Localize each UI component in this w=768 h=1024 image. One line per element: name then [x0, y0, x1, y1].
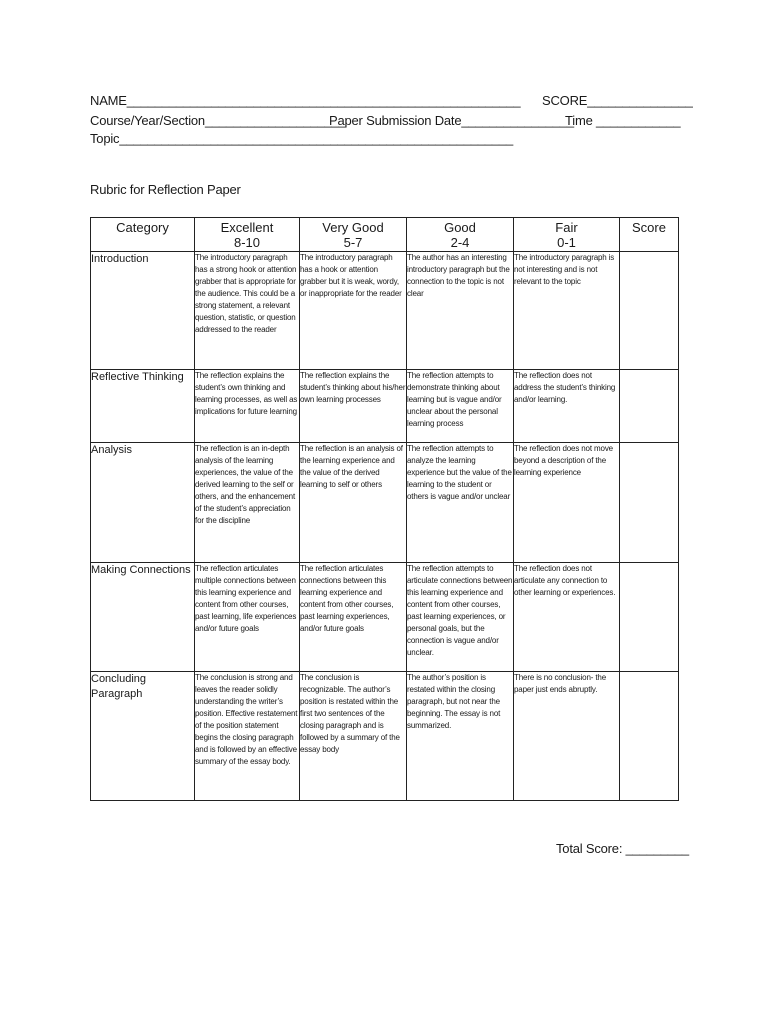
rubric-title: Rubric for Reflection Paper [90, 182, 241, 197]
column-header-label: Fair [555, 220, 578, 235]
column-header-points: 0-1 [557, 235, 576, 250]
very-good-cell: The reflection explains the student’s thinking about his/her own learning processes [300, 370, 407, 443]
category-cell: Reflective Thinking [91, 370, 195, 443]
score-cell[interactable] [620, 443, 679, 563]
column-header-good [407, 218, 514, 252]
category-cell: Concluding Paragraph [91, 672, 195, 801]
category-cell: Analysis [91, 443, 195, 563]
very-good-cell: The conclusion is recognizable. The author’s position is restated within the first two sentences of the closing paragraph and is followed by a summary of the essay body [300, 672, 407, 801]
very-good-cell: The reflection articulates connections between this learning experience and content from other courses, past learning experiences, and/or future goals [300, 563, 407, 672]
table-header-row [91, 218, 679, 252]
topic-field-line: Topic________________________________________________________ [90, 131, 514, 146]
good-cell: The reflection attempts to articulate connections between this learning experience and content from other courses, past learning experiences, or personal goals, but the connection is vague and/or unclear. [407, 563, 514, 672]
score-cell[interactable] [620, 563, 679, 672]
course-year-section-field-line: Course/Year/Section____________________ [90, 113, 346, 128]
table-row-introduction [91, 252, 679, 370]
name-field-line: NAME________________________________________________________ [90, 93, 521, 108]
excellent-cell: The reflection is an in-depth analysis of the learning experiences, the value of the derived learning to the self or others, and the enhancement of the student’s appreciation for the discipline [195, 443, 300, 563]
excellent-cell: The introductory paragraph has a strong hook or attention grabber that is appropriate for the audience. This could be a strong statement, a relevant question, statistic, or question addressed to the reader [195, 252, 300, 370]
good-cell: The reflection attempts to analyze the learning experience but the value of the learning to the student or others is vague and/or unclear [407, 443, 514, 563]
fair-cell: The reflection does not articulate any connection to other learning or experiences. [514, 563, 620, 672]
column-header-very-good [300, 218, 407, 252]
column-header-label: Excellent [220, 220, 274, 235]
column-header-label: Good [444, 220, 476, 235]
fair-cell: The reflection does not address the student’s thinking and/or learning. [514, 370, 620, 443]
column-header-points: 2-4 [450, 235, 470, 250]
score-cell[interactable] [620, 252, 679, 370]
good-cell: The reflection attempts to demonstrate thinking about learning but is vague and/or unclear about the personal learning process [407, 370, 514, 443]
table-row-reflective-thinking [91, 370, 679, 443]
excellent-cell: The conclusion is strong and leaves the reader solidly understanding the writer’s position. Effective restatement of the position statement begins the closing paragraph and is followed by an effective summary of the essay body. [195, 672, 300, 801]
total-score-line: Total Score: _________ [556, 841, 689, 856]
score-field-line: SCORE_______________ [542, 93, 693, 108]
time-field-line: Time ____________ [565, 113, 681, 128]
column-header-fair [514, 218, 620, 252]
column-header-points: 5-7 [343, 235, 363, 250]
fair-cell: The reflection does not move beyond a description of the learning experience [514, 443, 620, 563]
column-header-label: Very Good [322, 220, 384, 235]
submission-date-field-line: Paper Submission Date________________ [329, 113, 574, 128]
table-row-concluding-paragraph [91, 672, 679, 801]
column-header-excellent [195, 218, 300, 252]
fair-cell: There is no conclusion- the paper just ends abruptly. [514, 672, 620, 801]
excellent-cell: The reflection articulates multiple connections between this learning experience and content from other courses, past learning, life experiences and/or future goals [195, 563, 300, 672]
column-header-points: 8-10 [233, 235, 261, 250]
column-header-score [620, 218, 679, 252]
good-cell: The author has an interesting introductory paragraph but the connection to the topic is not clear [407, 252, 514, 370]
score-cell[interactable] [620, 672, 679, 801]
column-header-label: Score [632, 220, 666, 235]
excellent-cell: The reflection explains the student’s own thinking and learning processes, as well as implications for future learning [195, 370, 300, 443]
table-row-analysis [91, 443, 679, 563]
very-good-cell: The introductory paragraph has a hook or attention grabber but it is weak, wordy, or inappropriate for the reader [300, 252, 407, 370]
very-good-cell: The reflection is an analysis of the learning experience and the value of the derived learning to self or others [300, 443, 407, 563]
category-cell: Introduction [91, 252, 195, 370]
good-cell: The author’s position is restated within the closing paragraph, but not near the beginning. The essay is not summarized. [407, 672, 514, 801]
fair-cell: The introductory paragraph is not interesting and is not relevant to the topic [514, 252, 620, 370]
column-header-category [91, 218, 195, 252]
column-header-label: Category [116, 220, 169, 235]
table-row-making-connections [91, 563, 679, 672]
score-cell[interactable] [620, 370, 679, 443]
category-cell: Making Connections [91, 563, 195, 672]
rubric-table [90, 217, 679, 801]
